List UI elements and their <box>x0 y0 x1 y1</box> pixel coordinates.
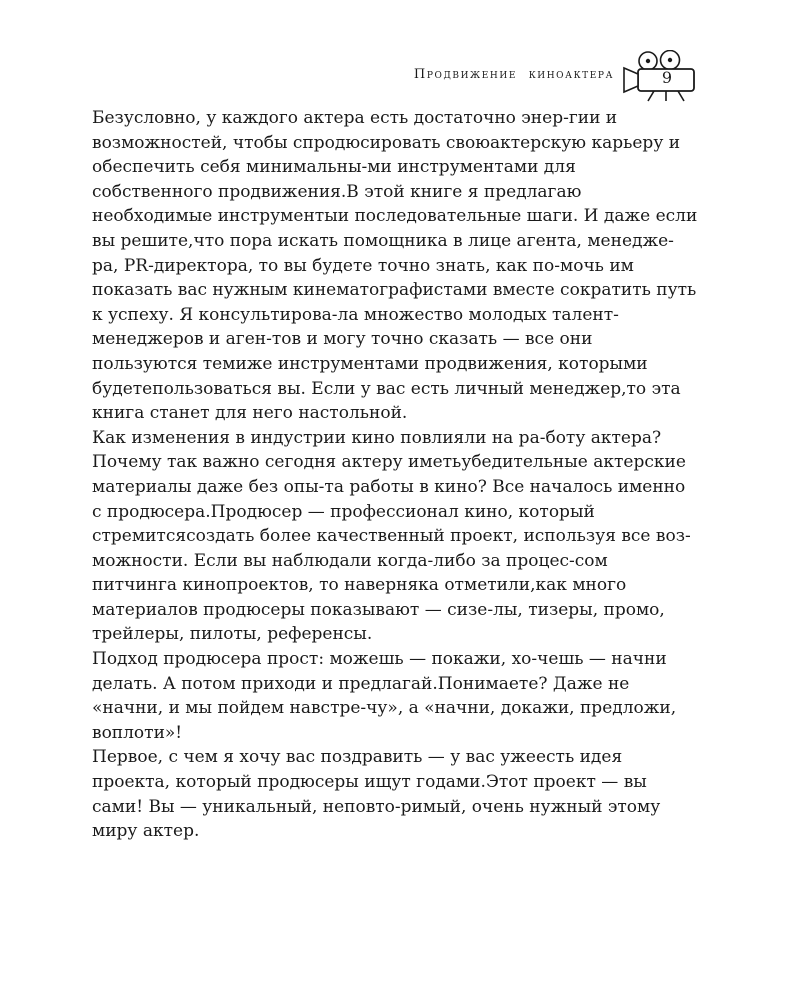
text-line: ла множество молодых талент-менеджеров и аген- <box>92 304 619 350</box>
text-line: Понимаете? Даже не «начни, и мы пойдем навстре- <box>92 673 630 719</box>
text-line: убедительные актерские материалы даже без опы- <box>92 452 686 497</box>
text-line: тов и могу точно сказать — все они пользуются теми <box>92 329 593 374</box>
text-line: ми инструментами для собственного продвижения. <box>92 157 576 202</box>
text-line: сом питчинга кинопроектов, то наверняка отметили, <box>92 550 608 596</box>
text-line: чу», а «начни, докажи, предложи, воплоти»! <box>92 698 677 743</box>
text-line: В этой книге я предлагаю необходимые инструменты <box>92 181 582 227</box>
text-line: гии и возможностей, чтобы спродюсировать свою <box>92 108 618 153</box>
text-line: мочь им показать вас нужным кинематографистам <box>92 255 634 301</box>
text-line: же инструментами продвижения, которыми будете <box>92 353 648 399</box>
text-line: Первое, с чем я хочу вас поздравить — у вас уже <box>92 747 536 768</box>
running-title: Продвижение киноактера <box>413 67 614 82</box>
text-line: и вместе сократить путь к успеху. Я консультирова- <box>92 280 697 325</box>
text-line: пользоваться вы. Если у вас есть личный менеджер, <box>152 378 627 399</box>
text-line: чешь — начни делать. А потом приходи и предлагай. <box>92 649 667 694</box>
text-line: лы, тизеры, промо, трейлеры, пилоты, референсы. <box>92 599 665 645</box>
paragraph <box>92 745 698 843</box>
text-line: Подход продюсера прост: можешь — покажи, хо- <box>92 649 538 670</box>
page-header <box>90 58 702 98</box>
body-text <box>92 106 698 844</box>
paragraph <box>92 426 698 647</box>
text-line: и последовательные шаги. И даже если вы решите, <box>92 206 698 251</box>
text-line: актерскую карьеру и обеспечить себя минимальны- <box>92 132 681 178</box>
paragraph <box>92 647 698 745</box>
text-line: как много материалов продюсеры показывают — сизе- <box>92 575 627 620</box>
text-line: Безусловно, у каждого актера есть достаточно энер- <box>92 108 569 128</box>
text-line: есть идея проекта, который продюсеры ищут годами. <box>92 747 623 793</box>
text-line: создать более качественный проект, используя все воз- <box>186 526 691 547</box>
text-line: ра, PR-директора, то вы будете точно знать, как по- <box>92 255 560 276</box>
text-line: боту актера? Почему так важно сегодня актеру иметь <box>92 427 662 473</box>
text-line: Продюсер — профессионал кино, который стремится <box>92 501 595 547</box>
text-line: римый, очень нужный этому миру актер. <box>92 796 661 842</box>
text-line: Этот проект — вы сами! Вы — уникальный, неповто- <box>92 772 647 817</box>
paragraph <box>92 106 698 426</box>
page-number: 9 <box>661 68 673 87</box>
text-line: Как изменения в индустрии кино повлияли на ра- <box>92 427 546 448</box>
text-line: можности. Если вы наблюдали когда-либо за процес- <box>92 550 575 571</box>
text-line: та работы в кино? Все началось именно с продюсера. <box>92 476 686 522</box>
text-line: что пора искать помощника в лице агента, менедже- <box>193 230 674 251</box>
text-line: то эта книга станет для него настольной. <box>92 378 681 424</box>
